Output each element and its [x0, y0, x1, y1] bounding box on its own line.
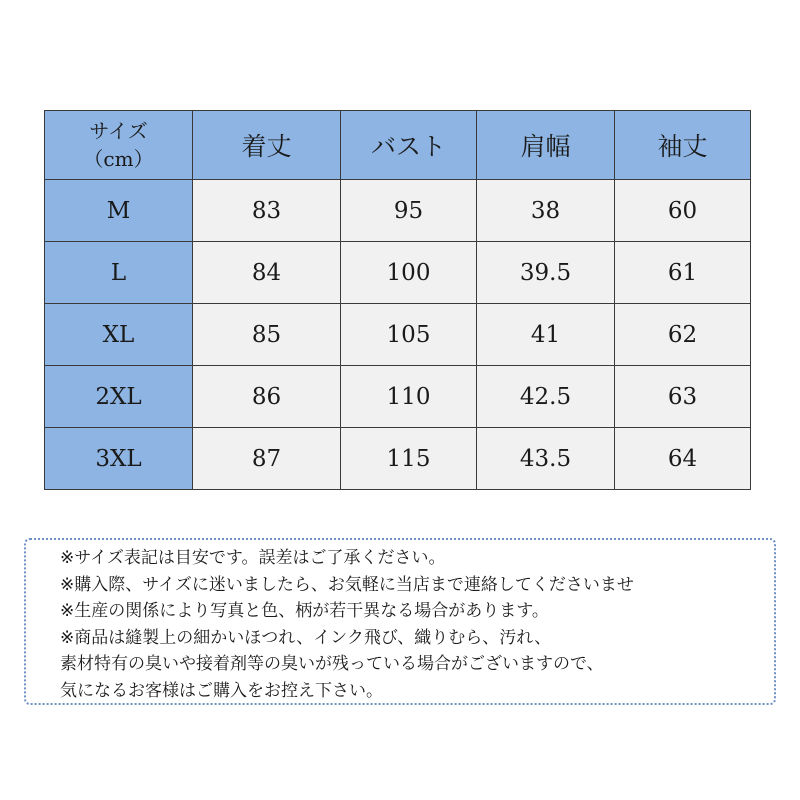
cell-bust: 95: [341, 180, 477, 242]
cell-shoulder: 41: [477, 304, 615, 366]
cell-length: 86: [193, 366, 341, 428]
table-header-row: [45, 111, 751, 180]
size-chart-table: [44, 110, 751, 490]
table-row: [45, 366, 751, 428]
row-size-label: M: [45, 180, 193, 242]
cell-sleeve: 62: [615, 304, 751, 366]
cell-sleeve: 60: [615, 180, 751, 242]
row-size-label: XL: [45, 304, 193, 366]
row-size-label: 3XL: [45, 428, 193, 490]
row-size-label: L: [45, 242, 193, 304]
table-row: [45, 242, 751, 304]
notes-box: [24, 538, 776, 705]
table-row: [45, 180, 751, 242]
header-bust: バスト: [341, 111, 477, 180]
header-unit-label: （cm）: [83, 147, 154, 171]
note-line: ※サイズ表記は目安です。誤差はご了承ください。: [60, 548, 446, 568]
row-size-label: 2XL: [45, 366, 193, 428]
cell-sleeve: 63: [615, 366, 751, 428]
table-row: [45, 304, 751, 366]
cell-shoulder: 39.5: [477, 242, 615, 304]
note-line: ※商品は縫製上の細かいほつれ、インク飛び、織りむら、汚れ、: [60, 627, 552, 648]
header-sleeve: 袖丈: [615, 111, 751, 180]
header-length: 着丈: [193, 111, 341, 180]
cell-length: 85: [193, 304, 341, 366]
cell-bust: 115: [341, 428, 477, 490]
note-line: ※購入際、サイズに迷いましたら、お気軽に当店まで連絡してくださいませ: [60, 574, 634, 595]
note-line: 気になるお客様はご購入をお控え下さい。: [60, 680, 383, 701]
table-row: [45, 428, 751, 490]
cell-bust: 100: [341, 242, 477, 304]
cell-length: 83: [193, 180, 341, 242]
note-line: ※生産の関係により写真と色、柄が若干異なる場合があります。: [60, 601, 549, 621]
cell-length: 87: [193, 428, 341, 490]
cell-shoulder: 43.5: [477, 428, 615, 490]
cell-sleeve: 64: [615, 428, 751, 490]
header-size-label: サイズ: [89, 119, 148, 143]
cell-shoulder: 42.5: [477, 366, 615, 428]
header-shoulder: 肩幅: [477, 111, 615, 180]
cell-shoulder: 38: [477, 180, 615, 242]
cell-bust: 105: [341, 304, 477, 366]
note-line: 素材特有の臭いや接着剤等の臭いが残っている場合がございますので、: [60, 654, 604, 674]
cell-bust: 110: [341, 366, 477, 428]
cell-length: 84: [193, 242, 341, 304]
cell-sleeve: 61: [615, 242, 751, 304]
header-size-unit: [45, 111, 193, 180]
